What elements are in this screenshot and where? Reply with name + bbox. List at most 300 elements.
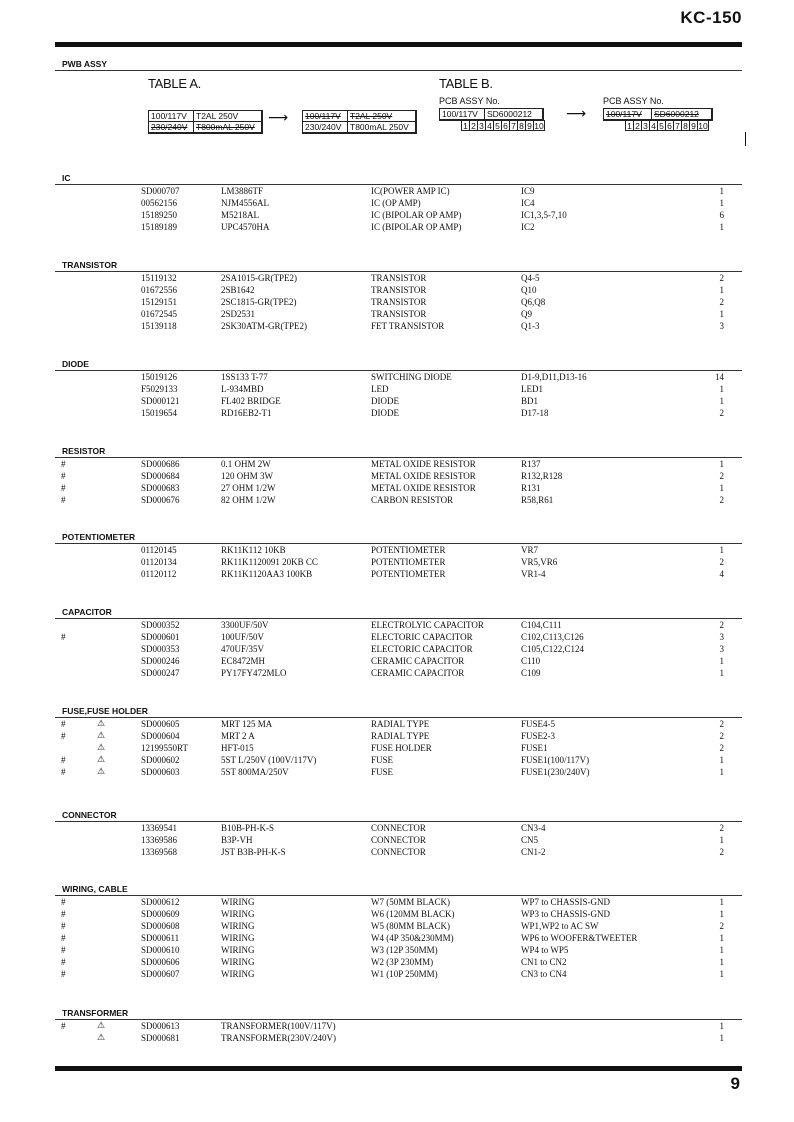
quantity: 3 (719, 321, 724, 331)
location: IC9 (521, 186, 535, 196)
part-name: TRANSISTOR (371, 273, 427, 283)
safety-warning-icon: ⚠ (97, 743, 106, 753)
digit-cell: 7 (674, 120, 682, 131)
digit-cell: 5 (658, 120, 666, 131)
part-number: SD000681 (141, 1033, 180, 1043)
table-row (55, 908, 742, 920)
quantity: 1 (719, 897, 724, 907)
part-description: L-934MBD (221, 384, 264, 394)
mark-hash: # (61, 957, 66, 967)
part-description: MRT 2 A (221, 731, 255, 741)
table-row (55, 619, 742, 631)
part-number: 15019654 (141, 408, 177, 418)
safety-warning-icon: ⚠ (97, 731, 106, 741)
quantity: 1 (719, 1021, 724, 1031)
part-number: SD000121 (141, 396, 180, 406)
quantity: 1 (719, 767, 724, 777)
digit-cell: 1 (626, 120, 634, 131)
part-number: 15189189 (141, 222, 177, 232)
table-row (55, 296, 742, 308)
location: D17-18 (521, 408, 549, 418)
quantity: 3 (719, 632, 724, 642)
mark-hash: # (61, 909, 66, 919)
part-number: SD000602 (141, 755, 180, 765)
mark-hash: # (61, 755, 66, 765)
safety-warning-icon: ⚠ (97, 719, 106, 729)
part-description: 2SB1642 (221, 285, 255, 295)
table-row (55, 1032, 742, 1044)
table-a-old (148, 110, 263, 134)
part-name: CARBON RESISTOR (371, 495, 454, 505)
digit-cell: 1 (462, 120, 470, 131)
table-row (55, 655, 742, 667)
table-b-title: TABLE B. (439, 76, 493, 91)
table-a-old-cell: T800mAL 250V (194, 122, 262, 133)
quantity: 1 (719, 1033, 724, 1043)
table-row (55, 308, 742, 320)
quantity: 2 (719, 495, 724, 505)
part-number: SD000611 (141, 933, 180, 943)
part-name: ELECTROLYIC CAPACITOR (371, 620, 484, 630)
location: FUSE4-5 (521, 719, 556, 729)
section-capacitor (55, 607, 742, 683)
safety-warning-icon: ⚠ (97, 1021, 106, 1031)
quantity: 2 (719, 620, 724, 630)
location: C110 (521, 656, 541, 666)
quantity: 1 (719, 198, 724, 208)
location: C102,C113,C126 (521, 632, 584, 642)
part-name: TRANSISTOR (371, 297, 427, 307)
part-number: 13369568 (141, 847, 177, 857)
location: C104,C111 (521, 620, 562, 630)
table-row (55, 944, 742, 956)
part-description: WIRING (221, 921, 255, 931)
part-number: SD000247 (141, 668, 180, 678)
digit-cell: 6 (502, 120, 510, 131)
part-name: W3 (12P 350MM) (371, 945, 438, 955)
part-name: TRANSISTOR (371, 309, 427, 319)
location: R58,R61 (521, 495, 554, 505)
part-description: WIRING (221, 969, 255, 979)
quantity: 1 (719, 933, 724, 943)
part-name: SWITCHING DIODE (371, 372, 452, 382)
table-row (55, 896, 742, 908)
part-number: SD000608 (141, 921, 180, 931)
quantity: 1 (719, 186, 724, 196)
part-name: IC (BIPOLAR OP AMP) (371, 222, 462, 232)
table-row (55, 667, 742, 679)
table-a-new (302, 110, 417, 134)
text-cursor (745, 132, 746, 146)
mark-hash: # (61, 731, 66, 741)
quantity: 2 (719, 921, 724, 931)
quantity: 1 (719, 483, 724, 493)
part-description: 27 OHM 1/2W (221, 483, 276, 493)
section-resistor (55, 446, 742, 510)
part-description: NJM4556AL (221, 198, 270, 208)
part-name: METAL OXIDE RESISTOR (371, 483, 476, 493)
location: BD1 (521, 396, 539, 406)
mark-hash: # (61, 483, 66, 493)
table-row (55, 754, 742, 766)
part-name: ELECTORIC CAPACITOR (371, 644, 473, 654)
part-name: DIODE (371, 408, 399, 418)
location: WP3 to CHASSIS-GND (521, 909, 611, 919)
quantity: 2 (719, 719, 724, 729)
location: Q6,Q8 (521, 297, 546, 307)
part-number: SD000353 (141, 644, 180, 654)
table-a-old-cell: 100/117V (149, 111, 194, 122)
part-number: 01120112 (141, 569, 177, 579)
quantity: 1 (719, 384, 724, 394)
part-description: 2SK30ATM-GR(TPE2) (221, 321, 308, 331)
table-row (55, 742, 742, 754)
location: CN3 to CN4 (521, 969, 567, 979)
quantity: 2 (719, 557, 724, 567)
part-number: 01672545 (141, 309, 177, 319)
quantity: 4 (719, 569, 724, 579)
table-row (55, 407, 742, 419)
part-name: CERAMIC CAPACITOR (371, 668, 465, 678)
mark-hash: # (61, 459, 66, 469)
part-description: WIRING (221, 897, 255, 907)
section-connector (55, 810, 742, 862)
table-b-old-cell: SD6000212 (485, 109, 543, 120)
part-description: 82 OHM 1/2W (221, 495, 276, 505)
digit-cell: 2 (634, 120, 642, 131)
part-description: 5ST 800MA/250V (221, 767, 289, 777)
quantity: 3 (719, 644, 724, 654)
quantity: 2 (719, 297, 724, 307)
part-name: IC(POWER AMP IC) (371, 186, 450, 196)
part-description: FL402 BRIDGE (221, 396, 281, 406)
location: WP6 to WOOFER&TWEETER (521, 933, 638, 943)
quantity: 6 (719, 210, 724, 220)
part-description: LM3886TF (221, 186, 264, 196)
location: IC4 (521, 198, 535, 208)
part-number: SD000605 (141, 719, 180, 729)
part-name: W4 (4P 350&230MM) (371, 933, 454, 943)
table-row (55, 968, 742, 980)
part-description: 2SD2531 (221, 309, 256, 319)
part-number: 13369586 (141, 835, 177, 845)
part-number: 01120145 (141, 545, 177, 555)
safety-warning-icon: ⚠ (97, 1033, 106, 1043)
table-b-old-cell: 100/117V (440, 109, 485, 120)
table-row (55, 568, 742, 580)
section-title: FUSE,FUSE HOLDER (62, 706, 148, 716)
location: Q1-3 (521, 321, 540, 331)
part-name: METAL OXIDE RESISTOR (371, 471, 476, 481)
mark-hash: # (61, 933, 66, 943)
part-number: 15139118 (141, 321, 177, 331)
part-description: RK11K112 10KB (221, 545, 286, 555)
part-name: FUSE (371, 755, 394, 765)
section-title: TRANSISTOR (62, 260, 118, 270)
section-title: POTENTIOMETER (62, 532, 136, 542)
quantity: 1 (719, 459, 724, 469)
digit-cell: 5 (494, 120, 502, 131)
part-name: CONNECTOR (371, 823, 426, 833)
part-description: 3300UF/50V (221, 620, 269, 630)
part-number: 00562156 (141, 198, 177, 208)
part-description: 2SA1015-GR(TPE2) (221, 273, 297, 283)
table-b-pcb-label: PCB ASSY No. (439, 96, 500, 106)
part-name: RADIAL TYPE (371, 719, 430, 729)
table-row (55, 920, 742, 932)
pwb-assy-heading: PWB ASSY (62, 59, 108, 69)
part-number: 15129151 (141, 297, 177, 307)
location: VR1-4 (521, 569, 546, 579)
part-description: 470UF/35V (221, 644, 265, 654)
quantity: 1 (719, 945, 724, 955)
table-row (55, 932, 742, 944)
part-description: HFT-015 (221, 743, 254, 753)
section-ic (55, 173, 742, 237)
location: C109 (521, 668, 541, 678)
table-row (55, 482, 742, 494)
section-title: CAPACITOR (62, 607, 112, 617)
part-name: IC (OP AMP) (371, 198, 421, 208)
section-transformer (55, 1008, 742, 1048)
table-a-arrow: ⟶ (268, 110, 289, 126)
part-name: CONNECTOR (371, 847, 426, 857)
quantity: 2 (719, 743, 724, 753)
table-row (55, 320, 742, 332)
quantity: 1 (719, 309, 724, 319)
table-row (55, 395, 742, 407)
part-number: SD000612 (141, 897, 180, 907)
table-row (55, 718, 742, 730)
location: FUSE1(100/117V) (521, 755, 590, 765)
part-number: 15189250 (141, 210, 177, 220)
part-description: MRT 125 MA (221, 719, 273, 729)
part-description: 120 OHM 3W (221, 471, 273, 481)
location: CN1-2 (521, 847, 546, 857)
table-row (55, 272, 742, 284)
mark-hash: # (61, 945, 66, 955)
quantity: 2 (719, 471, 724, 481)
quantity: 1 (719, 835, 724, 845)
digit-cell: 2 (470, 120, 478, 131)
quantity: 1 (719, 222, 724, 232)
part-description: WIRING (221, 945, 255, 955)
quantity: 1 (719, 396, 724, 406)
table-row (55, 631, 742, 643)
table-row (55, 643, 742, 655)
quantity: 2 (719, 273, 724, 283)
section-title: WIRING, CABLE (62, 884, 128, 894)
digit-cell: 8 (518, 120, 526, 131)
section-title: IC (62, 173, 71, 183)
safety-warning-icon: ⚠ (97, 755, 106, 765)
location: CN1 to CN2 (521, 957, 567, 967)
part-number: SD000686 (141, 459, 180, 469)
part-description: 5ST L/250V (100V/117V) (221, 755, 317, 765)
mark-hash: # (61, 1021, 66, 1031)
table-row (55, 556, 742, 568)
part-name: POTENTIOMETER (371, 557, 446, 567)
table-row (55, 197, 742, 209)
digit-cell: 6 (666, 120, 674, 131)
location: Q4-5 (521, 273, 540, 283)
quantity: 2 (719, 731, 724, 741)
quantity: 1 (719, 545, 724, 555)
part-name: POTENTIOMETER (371, 545, 446, 555)
table-row (55, 494, 742, 506)
bottom-rule (55, 1066, 742, 1071)
digit-cell: 3 (478, 120, 486, 131)
table-b-old-digits (461, 120, 545, 131)
part-number: F5029133 (141, 384, 178, 394)
part-description: TRANSFORMER(230V/240V) (221, 1033, 337, 1043)
part-description: TRANSFORMER(100V/117V) (221, 1021, 336, 1031)
digit-cell: 8 (682, 120, 690, 131)
table-row (55, 470, 742, 482)
quantity: 2 (719, 408, 724, 418)
mark-hash: # (61, 897, 66, 907)
section-potentiometer (55, 532, 742, 584)
part-description: EC8472MH (221, 656, 266, 666)
table-a-new-cell: 100/117V (303, 111, 348, 122)
table-a-new-cell: T800mAL 250V (348, 122, 416, 133)
part-description: 0.1 OHM 2W (221, 459, 271, 469)
part-name: W2 (3P 230MM) (371, 957, 434, 967)
part-number: 01120134 (141, 557, 177, 567)
part-description: B3P-VH (221, 835, 253, 845)
section-fuse-fuse-holder (55, 706, 742, 782)
section-title: CONNECTOR (62, 810, 117, 820)
location: R137 (521, 459, 541, 469)
part-number: 01672556 (141, 285, 177, 295)
part-description: RD16EB2-T1 (221, 408, 272, 418)
part-name: TRANSISTOR (371, 285, 427, 295)
location: LED1 (521, 384, 543, 394)
part-number: SD000683 (141, 483, 180, 493)
quantity: 1 (719, 909, 724, 919)
location: CN3-4 (521, 823, 546, 833)
quantity: 2 (719, 823, 724, 833)
part-number: SD000707 (141, 186, 180, 196)
part-description: UPC4570HA (221, 222, 270, 232)
part-number: SD000609 (141, 909, 180, 919)
quantity: 1 (719, 755, 724, 765)
location: WP4 to WP5 (521, 945, 569, 955)
part-number: SD000352 (141, 620, 180, 630)
table-row (55, 766, 742, 778)
part-description: WIRING (221, 909, 255, 919)
part-number: SD000684 (141, 471, 180, 481)
part-description: PY17FY472MLO (221, 668, 287, 678)
quantity: 1 (719, 656, 724, 666)
part-number: SD000604 (141, 731, 180, 741)
part-description: WIRING (221, 933, 255, 943)
table-a-old-cell: T2AL 250V (194, 111, 262, 122)
digit-cell: 3 (642, 120, 650, 131)
table-a-new-cell: T2AL 250V (348, 111, 416, 122)
table-a-old-cell: 230/240V (149, 122, 194, 133)
table-row (55, 846, 742, 858)
part-number: 12199550RT (141, 743, 188, 753)
mark-hash: # (61, 471, 66, 481)
location: IC1,3,5-7,10 (521, 210, 567, 220)
location: VR7 (521, 545, 539, 555)
part-number: SD000676 (141, 495, 180, 505)
digit-cell: 10 (534, 121, 544, 131)
location: FUSE2-3 (521, 731, 556, 741)
digit-cell: 4 (486, 120, 494, 131)
table-b-new-cell: SD6000212 (652, 109, 712, 120)
location: WP1,WP2 to AC SW (521, 921, 599, 931)
top-rule (55, 42, 742, 47)
location: WP7 to CHASSIS-GND (521, 897, 611, 907)
part-number: 15019126 (141, 372, 177, 382)
part-name: W1 (10P 250MM) (371, 969, 438, 979)
location: VR5,VR6 (521, 557, 558, 567)
part-number: 13369541 (141, 823, 177, 833)
table-row (55, 544, 742, 556)
table-row (55, 1020, 742, 1032)
section-wiring-cable (55, 884, 742, 984)
digit-cell: 4 (650, 120, 658, 131)
quantity: 1 (719, 668, 724, 678)
quantity: 1 (719, 969, 724, 979)
part-name: CERAMIC CAPACITOR (371, 656, 465, 666)
part-number: SD000606 (141, 957, 180, 967)
part-name: POTENTIOMETER (371, 569, 446, 579)
table-row (55, 185, 742, 197)
table-a-new-cell: 230/240V (303, 122, 348, 133)
digit-cell: 9 (690, 120, 698, 131)
part-name: METAL OXIDE RESISTOR (371, 459, 476, 469)
mark-hash: # (61, 969, 66, 979)
digit-cell: 9 (526, 120, 534, 131)
part-name: RADIAL TYPE (371, 731, 430, 741)
table-b-arrow: ⟶ (566, 106, 587, 122)
table-b-new-cell: 100/117V (604, 109, 652, 120)
mark-hash: # (61, 495, 66, 505)
part-number: SD000610 (141, 945, 180, 955)
page-number: 9 (730, 1074, 740, 1093)
part-description: 1SS133 T-77 (221, 372, 268, 382)
table-a-title: TABLE A. (148, 76, 201, 91)
part-name: LED (371, 384, 389, 394)
part-name: FUSE (371, 767, 394, 777)
location: IC2 (521, 222, 535, 232)
section-transistor (55, 260, 742, 336)
safety-warning-icon: ⚠ (97, 767, 106, 777)
location: D1-9,D11,D13-16 (521, 372, 587, 382)
part-description: B10B-PH-K-S (221, 823, 275, 833)
table-row (55, 371, 742, 383)
location: R132,R128 (521, 471, 563, 481)
part-name: ELECTORIC CAPACITOR (371, 632, 473, 642)
part-name: IC (BIPOLAR OP AMP) (371, 210, 462, 220)
table-row (55, 383, 742, 395)
table-row (55, 458, 742, 470)
part-number: SD000607 (141, 969, 180, 979)
quantity: 1 (719, 957, 724, 967)
part-number: SD000601 (141, 632, 180, 642)
mark-hash: # (61, 719, 66, 729)
part-name: FUSE HOLDER (371, 743, 432, 753)
part-number: SD000613 (141, 1021, 180, 1031)
mark-hash: # (61, 921, 66, 931)
pwb-rule (55, 70, 742, 71)
part-name: CONNECTOR (371, 835, 426, 845)
part-description: M5218AL (221, 210, 259, 220)
part-description: 100UF/50V (221, 632, 265, 642)
